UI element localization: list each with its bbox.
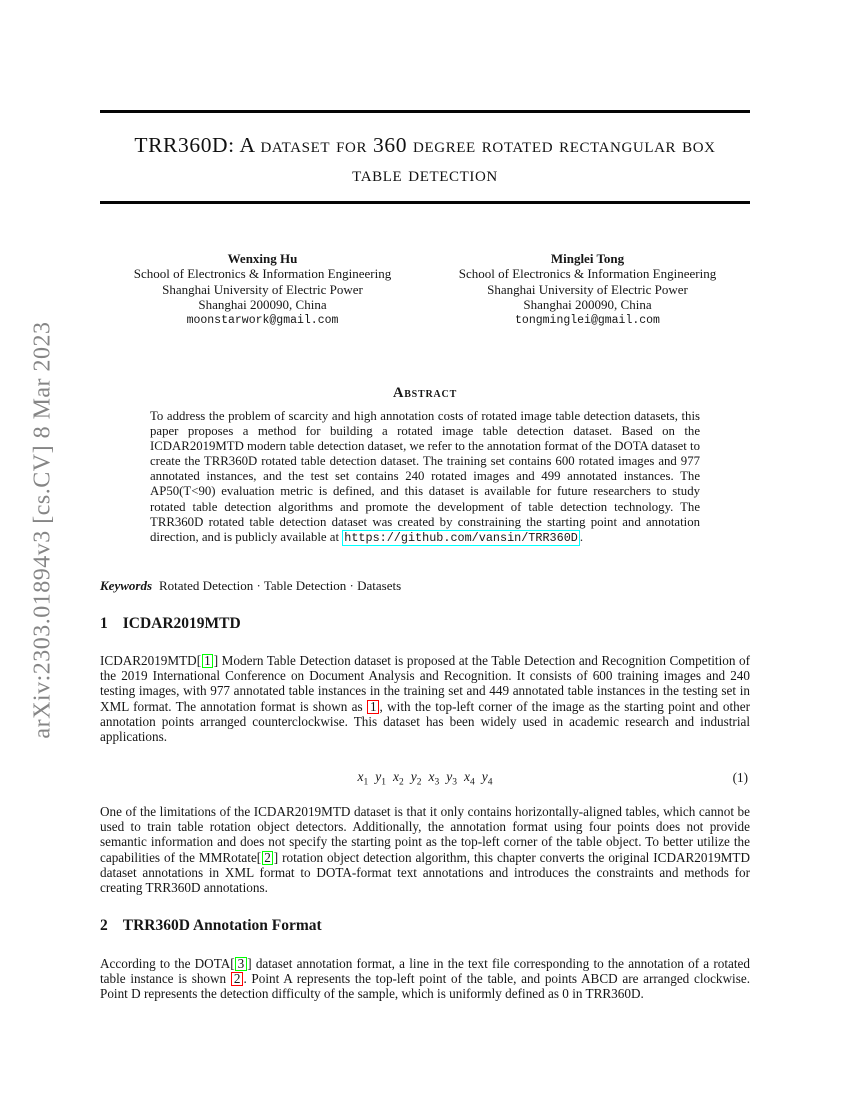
author-name: Wenxing Hu [227, 251, 298, 266]
para-text: One of the limitations of the ICDAR2019MTD dataset is that it only contains horizontally-aligned tables, which cannot be used to train table rotation object detectors. Additionally, the annotation format using four points does not provide semantic information and does not specify the starting point as the top-left corner of the table object. To better utilize the capabilities of the MMRotate[ [100, 804, 750, 865]
arxiv-watermark: arXiv:2303.01894v3 [cs.CV] 8 Mar 2023 [29, 321, 56, 739]
citation-link-2[interactable]: 2 [262, 851, 274, 865]
para-text: According to the DOTA[ [100, 956, 235, 971]
title-rule-bottom [100, 201, 750, 204]
equation-number: (1) [732, 770, 748, 785]
author-address: Shanghai 200090, China [523, 297, 652, 313]
section-1-number: 1 [100, 615, 108, 632]
keywords-text: Rotated Detection · Table Detection · Datasets [159, 578, 402, 593]
section-2-number: 2 [100, 917, 108, 934]
para-text: , with the top-left corner of the image as the starting point and other annotation points arranged counterclockwise. This dataset has been widely used in academic research and industrial applications. [100, 698, 750, 745]
keywords-line [100, 578, 750, 594]
author-email[interactable]: tongminglei@gmail.com [515, 313, 660, 327]
author-dept: School of Electronics & Information Engineering [458, 266, 717, 282]
keywords-label: Keywords [100, 578, 152, 593]
author-name: Minglei Tong [550, 251, 625, 266]
equation-ref-2[interactable]: 2 [231, 972, 243, 986]
title-rule-top [100, 110, 750, 113]
para-text: ICDAR2019MTD[ [100, 653, 202, 668]
author-email[interactable]: moonstarwork@gmail.com [186, 313, 339, 327]
abstract-heading: Abstract [392, 385, 458, 401]
abstract-body [150, 409, 700, 546]
author-2 [425, 251, 750, 328]
para-text: ] dataset annotation format, a line in the text file corresponding to the annotation of a rotated table instance is shown [100, 956, 750, 987]
section-1-title: ICDAR2019MTD [122, 615, 241, 632]
author-university: Shanghai University of Electric Power [162, 281, 363, 297]
author-address: Shanghai 200090, China [198, 297, 327, 313]
section-1-paragraph-2 [100, 804, 750, 895]
section-1-paragraph-1 [100, 653, 750, 744]
author-university: Shanghai University of Electric Power [487, 281, 688, 297]
para-text: . Point A represents the top-left point of the table, and points ABCD are arranged clockwise. Point D represents the detection difficulty of the sample, which is uniformly defined as 0 in TRR360D. [100, 971, 750, 1002]
github-link[interactable]: https://github.com/vansin/TRR360D [344, 530, 578, 545]
section-2-paragraph-1 [100, 956, 750, 1002]
author-1 [100, 251, 425, 328]
citation-link-3[interactable]: 3 [235, 957, 247, 971]
abstract-text-end: . [579, 529, 584, 544]
para-text: ] rotation object detection algorithm, this chapter converts the original ICDAR2019MTD dataset annotations in XML format to DOTA-format text annotations and introduces the constraints and methods for creating TRR360D annotations. [100, 849, 750, 896]
citation-link-1[interactable]: 1 [202, 654, 214, 668]
author-block [100, 251, 750, 328]
para-text: ] Modern Table Detection dataset is proposed at the Table Detection and Recognition Competition of the 2019 International Conference on Document Analysis and Recognition. It consists of 600 training images and 240 testing images, with 977 annotated table instances in the training set and 449 annotated table instances in the testing set in XML format. The annotation format is shown as [100, 653, 750, 714]
equation-1 [100, 769, 750, 788]
section-1-heading [100, 615, 750, 633]
author-dept: School of Electronics & Information Engineering [133, 266, 392, 282]
paper-title: TRR360D: A dataset for 360 degree rotated rectangular box table detection [134, 133, 716, 186]
abstract-text: To address the problem of scarcity and high annotation costs of rotated image table detection datasets, this paper proposes a method for building a rotated image table detection dataset. Based on the ICDAR2019MTD modern table detection dataset, we refer to the annotation format of the DOTA dataset to create the TRR360D rotated table detection dataset. The training set contains 600 rotated images and 977 annotated instances, and the test set contains 240 rotated images and 499 annotated instances. The AP50(T<90) evaluation metric is defined, and this dataset is available for future researchers to study rotated table detection algorithms and promote the development of table detection technology. The TRR360D rotated table detection dataset was created by constraining the starting point and annotation direction, and is publicly available at [150, 409, 700, 544]
section-2-title: TRR360D Annotation Format [122, 917, 322, 934]
equation-ref-1[interactable]: 1 [367, 700, 379, 714]
equation-terms: $x_1$ $y_1$ $x_2$ $y_2$ $x_3$ $y_3$ $x_4$ $y_4$ [357, 769, 493, 788]
page-content [100, 0, 750, 1100]
section-2-heading [100, 917, 750, 935]
